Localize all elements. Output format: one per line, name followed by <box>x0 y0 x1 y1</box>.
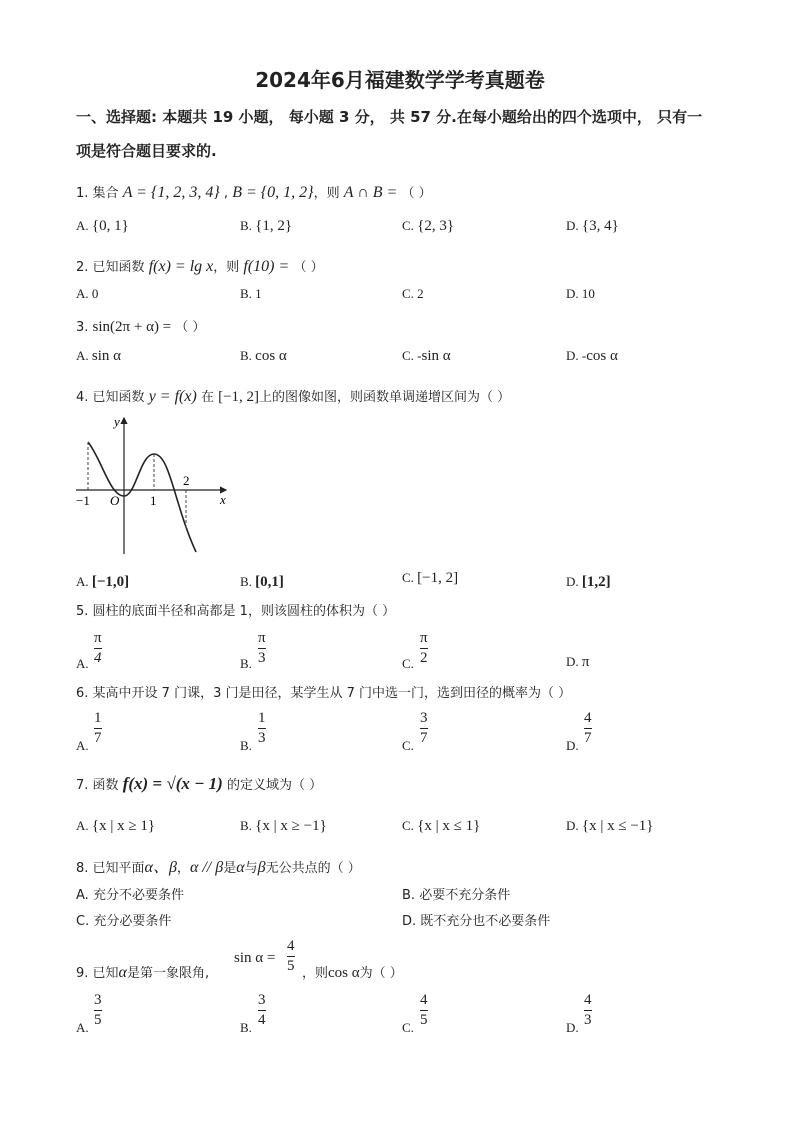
q1-option-a[interactable]: A. {0, 1} <box>76 218 129 234</box>
q9-option-a-label[interactable]: A. <box>76 1020 89 1035</box>
q5-option-a-fraction[interactable]: π 4 <box>94 630 102 666</box>
q2-option-a[interactable]: A. 0 <box>76 286 99 301</box>
q6-option-d-fraction[interactable]: 4 7 <box>584 710 592 746</box>
q9-tail: ，则cos α为（ ） <box>302 965 403 981</box>
q3-option-c[interactable]: C. -sin α <box>402 348 451 364</box>
q8-text: 无公共点的（ ） <box>265 861 361 876</box>
q1-number: 1. 集合 <box>76 186 119 201</box>
tick-label-1: 1 <box>150 493 157 508</box>
q4-in: 在 <box>200 390 214 405</box>
question-8: 8. 已知平面α、β，α // β是α与β无公共点的（ ） <box>76 859 361 876</box>
tick-label-neg1: −1 <box>76 493 90 508</box>
y-axis-label: y <box>114 414 120 429</box>
q5-option-b-label[interactable]: B. <box>240 656 252 671</box>
q9-cos: cos α <box>328 965 360 981</box>
q8-planes: α、β <box>144 859 177 876</box>
function-curve <box>88 442 196 552</box>
q6-option-c-label[interactable]: C. <box>402 738 414 753</box>
q5-option-b-fraction[interactable]: π 3 <box>258 630 266 666</box>
q9-sin-fraction: 4 5 <box>287 938 295 974</box>
q4-option-b[interactable]: B. [0,1] <box>240 574 284 590</box>
q8-option-a[interactable]: A. 充分不必要条件 <box>76 888 184 903</box>
q3-option-d[interactable]: D. -cos α <box>566 348 618 364</box>
q2-paren: （ ） <box>293 260 324 275</box>
section-heading-line2: 项是符合题目要求的. <box>76 142 217 160</box>
q3-paren: （ ） <box>175 320 206 335</box>
q6-option-a-fraction[interactable]: 1 7 <box>94 710 102 746</box>
q7-option-c[interactable]: C. {x | x ≤ 1} <box>402 818 481 834</box>
q7-number: 7. 函数 <box>76 778 119 793</box>
q5-option-a-label[interactable]: A. <box>76 656 89 671</box>
q8-option-c[interactable]: C. 充分必要条件 <box>76 914 172 929</box>
q8-relation: α // β <box>189 859 224 876</box>
q4-option-a[interactable]: A. [−1,0] <box>76 574 130 590</box>
q1-comma: , <box>223 186 229 201</box>
section-heading-line1: 一、选择题: 本题共 19 小题， 每小题 3 分， 共 57 分.在每小题给出的四个选项中， 只有一 <box>76 108 703 126</box>
question-6: 6. 某高中开设 7 门课，3 门是田径，某学生从 7 门中选一门，选到田径的概率为（ ） <box>76 686 572 701</box>
q9-option-c-fraction[interactable]: 4 5 <box>420 992 428 1028</box>
q1-option-c[interactable]: C. {2, 3} <box>402 218 455 234</box>
q6-option-c-fraction[interactable]: 3 7 <box>420 710 428 746</box>
q1-option-b[interactable]: B. {1, 2} <box>240 218 293 234</box>
q2-expression: f(10) = <box>243 258 290 275</box>
tick-label-2: 2 <box>183 473 190 488</box>
q7-option-a[interactable]: A. {x | x ≥ 1} <box>76 818 156 834</box>
q8-option-d[interactable]: D. 既不充分也不必要条件 <box>402 914 551 929</box>
q9-option-b-fraction[interactable]: 3 4 <box>258 992 266 1028</box>
question-7 <box>76 774 322 794</box>
q2-number: 2. 已知函数 <box>76 260 145 275</box>
q9-number: 9. 已知 <box>76 966 119 981</box>
q4-function-graph <box>74 412 234 560</box>
question-9: 9. 已知α是第一象限角, <box>76 964 210 981</box>
q6-option-b-fraction[interactable]: 1 3 <box>258 710 266 746</box>
q9-option-c-label[interactable]: C. <box>402 1020 414 1035</box>
question-1 <box>76 182 432 202</box>
q2-then: ，则 <box>213 260 240 275</box>
q8-option-b[interactable]: B. 必要不充分条件 <box>402 888 511 903</box>
q4-interval: [−1, 2] <box>218 389 260 405</box>
q4-text: 上的图像如图，则函数单调递增区间为（ ） <box>259 390 511 405</box>
q5-option-c-label[interactable]: C. <box>402 656 414 671</box>
q2-option-c[interactable]: C. 2 <box>402 286 424 301</box>
q4-option-d[interactable]: D. [1,2] <box>566 574 611 590</box>
q6-option-a-label[interactable]: A. <box>76 738 89 753</box>
q6-option-b-label[interactable]: B. <box>240 738 252 753</box>
x-axis-label: x <box>220 492 226 507</box>
q2-option-d[interactable]: D. 10 <box>566 286 595 301</box>
q6-option-d-label[interactable]: D. <box>566 738 579 753</box>
q4-option-c[interactable]: C. [−1, 2] <box>402 570 459 586</box>
question-4 <box>76 386 510 406</box>
question-3 <box>76 316 205 336</box>
q1-paren: （ ） <box>401 186 432 201</box>
q2-option-b[interactable]: B. 1 <box>240 286 262 301</box>
origin-label: O <box>110 493 120 508</box>
q3-number: 3. <box>76 320 89 335</box>
q9-option-b-label[interactable]: B. <box>240 1020 252 1035</box>
q1-then: ，则 <box>313 186 340 201</box>
q4-function: y = f(x) <box>148 388 197 405</box>
q9-quadrant: 是第一象限角, <box>126 966 210 981</box>
q5-option-d[interactable]: D. π <box>566 654 590 670</box>
q3-option-a[interactable]: A. sin α <box>76 348 122 364</box>
q7-text: 的定义域为（ ） <box>226 778 323 793</box>
q7-option-b[interactable]: B. {x | x ≥ −1} <box>240 818 327 834</box>
q3-expression: sin(2π + α) = <box>92 319 172 335</box>
q9-option-a-fraction[interactable]: 3 5 <box>94 992 102 1028</box>
q7-option-d[interactable]: D. {x | x ≤ −1} <box>566 818 654 834</box>
q2-function: f(x) = lg x <box>148 258 214 275</box>
q1-set-b: B = {0, 1, 2} <box>232 184 314 201</box>
q9-option-d-label[interactable]: D. <box>566 1020 579 1035</box>
q9-sin-lhs: sin α = <box>234 950 276 966</box>
page-title: 2024年6月福建数学学考真题卷 <box>255 68 545 92</box>
question-5: 5. 圆柱的底面半径和高都是 1，则该圆柱的体积为（ ） <box>76 604 396 619</box>
q9-option-d-fraction[interactable]: 4 3 <box>584 992 592 1028</box>
q1-option-d[interactable]: D. {3, 4} <box>566 218 619 234</box>
q5-option-c-fraction[interactable]: π 2 <box>420 630 428 666</box>
q3-option-b[interactable]: B. cos α <box>240 348 287 364</box>
question-2 <box>76 256 324 276</box>
q1-set-a: A = {1, 2, 3, 4} <box>122 184 220 201</box>
q8-number: 8. 已知平面 <box>76 861 145 876</box>
q1-expression: A ∩ B = <box>343 184 398 201</box>
q4-number: 4. 已知函数 <box>76 390 145 405</box>
q7-function: f(x) = √(x − 1) <box>122 774 223 793</box>
